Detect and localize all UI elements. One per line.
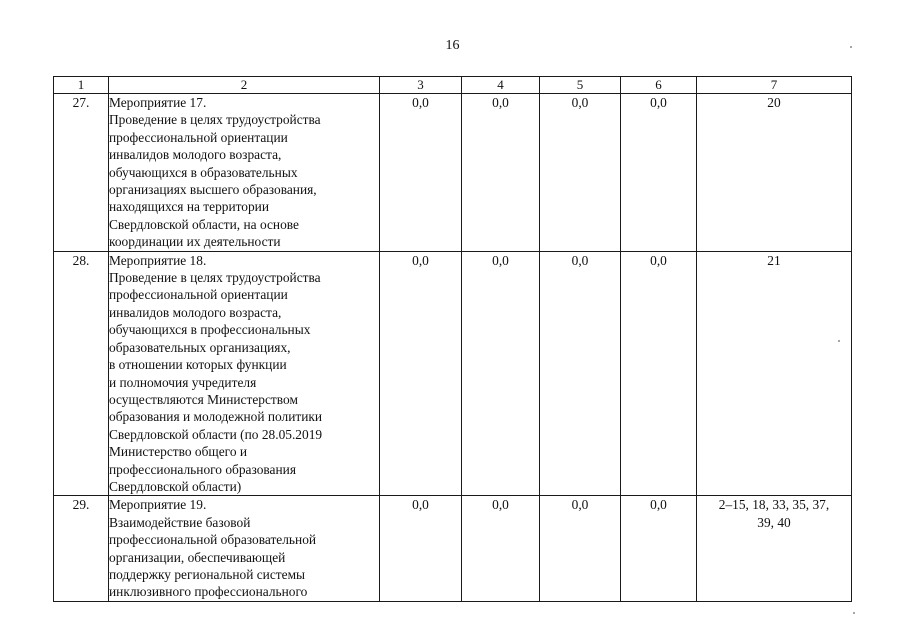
event-description [109,94,380,252]
column-header: 5 [540,77,621,94]
description-line: Мероприятие 19. [109,497,207,513]
value-cell: 0,0 [540,496,621,601]
reference-line: 21 [767,252,781,268]
description-line: находящихся на территории [109,199,270,215]
description-line: Взаимодействие базовой [109,514,251,530]
event-description [109,251,380,496]
description-line: образования и молодежной политики [109,409,323,425]
description-line: образовательных организациях, [109,339,291,355]
description-line: Проведение в целях трудоустройства [109,270,321,286]
description-line: профессионального образования [109,461,296,477]
description-line: обучающихся в образовательных [109,164,298,180]
column-header: 6 [621,77,697,94]
reference-line: 20 [767,95,781,110]
description-line: Свердловской области, на основе [109,216,299,232]
page-number: 16 [445,38,460,53]
description-line: координации их деятельности [109,234,281,250]
description-line: поддержку региональной системы [109,566,306,582]
value-cell: 0,0 [380,496,462,601]
row-number: 28. [54,251,109,496]
table-row [54,251,852,496]
description-line: в отношении которых функции [109,357,287,373]
description-line: Свердловской области (по 28.05.2019 [109,426,323,442]
value-cell: 0,0 [621,94,697,252]
column-header: 2 [109,77,380,94]
value-cell: 0,0 [462,496,540,601]
value-cell: 0,0 [380,251,462,496]
description-line: профессиональной образовательной [109,532,317,548]
column-header: 1 [54,77,109,94]
description-line: профессиональной ориентации [109,287,288,303]
header-row [54,77,852,94]
description-line: и полномочия учредителя [109,374,257,390]
scan-speck [838,340,840,342]
column-header: 7 [697,77,852,94]
column-header: 3 [380,77,462,94]
scan-speck [853,612,855,614]
target-indicators-cell [697,94,852,252]
row-number: 27. [54,94,109,252]
event-description [109,496,380,601]
description-line: организации, обеспечивающей [109,549,286,565]
description-line: инвалидов молодого возраста, [109,147,282,163]
value-cell: 0,0 [380,94,462,252]
program-table [53,76,852,602]
row-number: 29. [54,496,109,601]
reference-line: 2–15, 18, 33, 35, 37, [718,497,830,513]
table-row [54,496,852,601]
description-line: профессиональной ориентации [109,129,288,145]
value-cell: 0,0 [540,251,621,496]
value-cell: 0,0 [540,94,621,252]
description-line: Мероприятие 18. [109,252,207,268]
description-line: Проведение в целях трудоустройства [109,112,321,128]
value-cell: 0,0 [621,251,697,496]
description-line: инвалидов молодого возраста, [109,304,282,320]
description-line: организациях высшего образования, [109,182,317,198]
target-indicators-cell [697,251,852,496]
reference-line: 39, 40 [757,514,791,530]
scan-speck [850,46,852,48]
description-line: осуществляются Министерством [109,391,298,407]
column-header: 4 [462,77,540,94]
value-cell: 0,0 [621,496,697,601]
value-cell: 0,0 [462,94,540,252]
description-line: Министерство общего и [109,444,248,460]
description-line: Свердловской области) [109,478,242,494]
description-line: обучающихся в профессиональных [109,322,311,338]
value-cell: 0,0 [462,251,540,496]
description-line: инклюзивного профессионального [109,584,308,600]
description-line: Мероприятие 17. [109,95,207,110]
table-row [54,94,852,252]
target-indicators-cell [697,496,852,601]
